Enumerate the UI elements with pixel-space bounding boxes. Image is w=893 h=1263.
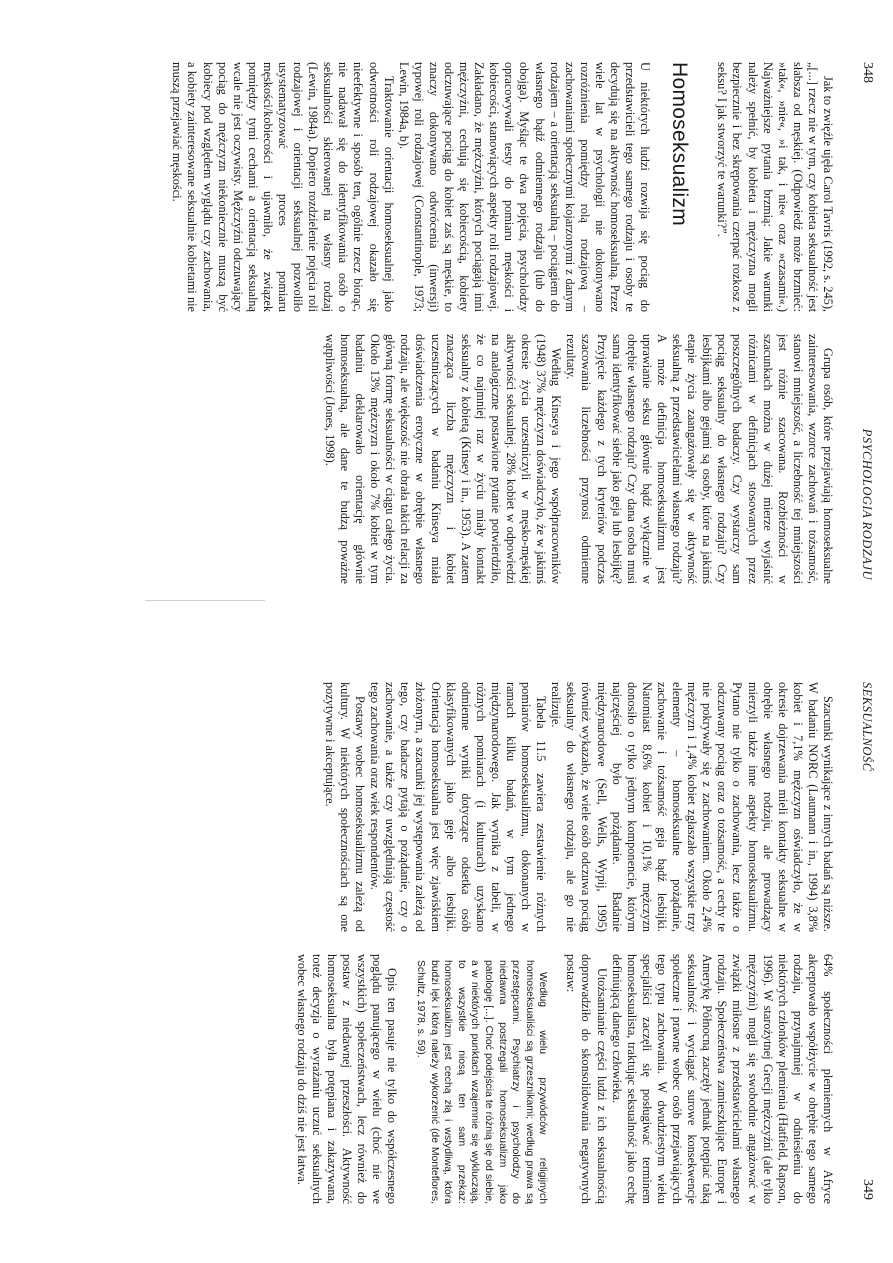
paragraph: Opis ten pasuje nie tylko do współczesnego poglądu panującego w wielu (choć nie we wszystkich) społeczeństwach, lecz również do postaw z niedawnej przeszłości. Aktywność homoseksualna była potępiana i zakazywana, toteż decyzja o wyrażaniu uczuć seksualnych wobec własnego rodzaju do dziś nie jest łatwa. bbox=[294, 954, 400, 1204]
column-right-2 bbox=[20, 954, 835, 1204]
paragraph: U niektórych ludzi rozwija się pociąg do przedstawicieli tego samego rodzaju i osoby te decydują się na aktywność homoseksualną. Przez wiele lat w psychologii nie dokonywano rozróżnienia pomiędzy rolą rodzajową – zachowaniami społecznymi kojarzonymi z danym rodzajem – a orientacją seksualną – pociągiem do własnego bądź odmiennego rodzaju (lub do obojga). Myśląc te dwa pojęcia, psycholodzy opracowywali testy do pomiaru męskości i kobiecości, stanowiących aspekty roli rodzajowej. Zakładano, że mężczyźni, których pociągają inni mężczyźni, cechują się kobiecością, kobiety odczuwające pociąg do kobiet zaś są męskie, to znaczy dokonywano odwrócenia (inwersji) typowej roli rodzajowej (Constantinople, 1973; Lewin, 1984a, b). bbox=[396, 62, 653, 312]
running-title: PSYCHOLOGIA RODZAJU bbox=[860, 428, 874, 580]
paragraph: Grupa osób, które przejawiają homoseksualne zainteresowania, wzorce zachowań i tożsamość, stanowi mniejszość, a liczebność tej mniejszości jest różnie szacowana. Rozbieżności w szacunkach można w dużej mierze wyjaśnić różnicami w definicjach stosowanych przez poszczególnych badaczy. Czy wystarczy sam pociąg seksualny do własnego rodzaju? Czy lesbijkami albo gejami są osoby, które na jakimś etapie życia zaangażowały się w aktywność seksualną z przedstawicielami własnego rodzaju? A może definicja homoseksualizmu jest uprawianie seksu głównie bądź wyłącznie w obrębie własnego rodzaju? Czy dana osoba musi sama identyfikować siebie jako geja lub lesbijkę? Przyjęcie każdego z tych kryteriów podczas szacowania liczebności przynosi odmienne rezultaty. bbox=[564, 334, 835, 584]
block-quote bbox=[413, 960, 549, 1204]
paragraph: Postawy wobec homoseksualizmu zależą od kultury. W niektórych społecznościach są one pozytywne i akceptujące. bbox=[322, 682, 368, 932]
scan-artifact bbox=[145, 600, 265, 601]
page-349 bbox=[0, 640, 893, 1240]
paragraph: Według Kinseya i jego współpracowników (1948) 37% mężczyzn doświadczyło, że w jakimś okresie życia uczestniczyli w męsko-męskiej aktywności seksualnej. 28% kobiet w odpowiedzi na analogiczne postawione pytanie potwierdziło, że co najmniej raz w życiu miały kontakt seksualny z kobietą (Kinsey i in., 1953). A zatem znacząca liczba mężczyzn i kobiet uczestniczących w badaniu Kinseya miała doświadczenia erotyczne w obrębie własnego rodzaju, ale większość nie obrała takich relacji za główną formę seksualności w ciągu całego życia. Około 13% mężczyzn i około 7% kobiet w tym badaniu deklarowało orientację głównie homoseksualną, ale dane te budzą poważne wątpliwości (Jones, 1998). bbox=[322, 334, 564, 584]
running-head-left bbox=[855, 62, 879, 580]
page-348 bbox=[0, 20, 893, 620]
paragraph: 64% społeczności plemiennych w Afryce akceptowało współżycie w obrębie tego samego rodzaju, przynajmniej w odniesieniu do niektórych członków plemienia (Hatfield, Rapson, 1996). W starożytnej Grecji mężczyźni (ale tylko mężczyźni) mogli się swobodnie angażować w związki miłosne z przedstawicielami własnego rodzaju. Społeczeństwa zamieszkujące Europę i Amerykę Północną zaczęły jednak potępiać taką seksualność i wyciągać surowe konsekwencje społeczne i prawne wobec osób przejawiających tego typu zachowania. W dwudziestym wieku specjaliści zaczęli się posługiwać terminem homoseksualista, traktując seksualność jako cechę definiującą danego człowieka. bbox=[609, 954, 835, 1204]
running-title: SEKSUALNOŚĆ bbox=[860, 682, 874, 772]
paragraph: Utożsamianie części ludzi z ich seksualnością doprowadziło do skonsolidowania negatywnych postaw: bbox=[564, 954, 609, 1204]
column-right-1 bbox=[20, 682, 835, 932]
paragraph: Traktowanie orientacji homoseksualnej jako odwrotności roli rodzajowej okazało się nieefektywne i sposób ten, ogólnie rzecz biorąc, nie nadawał się do identyfikowania osób o seksualności skierowanej na własny rodzaj (Lewin, 1984a). Dopiero rozdzielenie pojęcia roli rodzajowej i orientacji seksualnej pozwoliło usystematyzować proces pomiaru męskości/kobiecości i ujawniło, że związek pomiędzy tymi cechami a orientacją seksualną wcale nie jest oczywisty. Mężczyźni odczuwający pociąg do mężczyzn niekoniecznie muszą być kobiecy pod względem wyglądu czy zachowania, a kobiety zainteresowane seksualnie kobietami nie muszą przejawiać męskości. bbox=[170, 62, 396, 312]
running-head-right bbox=[855, 682, 879, 1200]
paragraph: Szacunki wynikające z innych badań są niższe. W badaniu NORC (Laumann i in., 1994) 3,8% kobiet i 7,1% mężczyzn oświadczyło, że w okresie dojrzewania mieli kontakty seksualne w obrębie własnego rodzaju, ale prowadzący mierzyli także inne aspekty homoseksualizmu. Pytano nie tylko o zachowania, lecz także o odczuwany pociąg oraz o tożsamość, a cechy te nie pokrywały się z zachowaniem. Około 2,4% mężczyzn i 1,4% kobiet zgłaszało wszystkie trzy elementy – homoseksualne pożądanie, zachowanie i tożsamość geja bądź lesbijki. Natomiast 8,6% kobiet i 10,1% mężczyzn donosiło o tylko jednym komponencie, którym najczęściej było pożądanie. Badanie międzynarodowe (Sell, Wells, Wypij, 1995) również wykazało, że wiele osób odczuwa pociąg seksualny do własnego rodzaju, ale go nie realizuje. bbox=[549, 682, 835, 932]
column-left-1 bbox=[20, 62, 835, 312]
quote-text: Według wielu przywódców religijnych homoseksualiści są grzesznikami; według prawa są przestępcami. Psychiatrzy i psycholodzy do niedawna postrzegali homoseksualizm jako patologię [...]. Choć podejścia te różnią się od siebie, a w niektórych punktach wzajemnie się wykluczają, to wszystkie niosą ten sam przekaz: homoseksualizm jest cechą złą i wstydliwą, która budzi lęk i którą należy wykorzenić (de Monteflores, Schultz, 1978, s. 59). bbox=[414, 960, 549, 1204]
section-heading: Homoseksualizm bbox=[668, 62, 692, 227]
intro-paragraph: Jak to zwięźle ujęła Carol Tavris (1992, s. 245), „[...] rzecz nie w tym, czy kobieta seksualność jest słabsza od męskiej. (Odpowiedź może brzmieć: »tak«, »nie«, »i tak, i nie« oraz »czasami«.) Najważniejsze pytania brzmią: Jakie warunki należy spełnić, by kobieta i mężczyzna mogli bezpiecznie i bez skrępowania czerpać rozkosz z seksu? I jak stworzyć te warunki?”. bbox=[715, 62, 835, 312]
paragraph: Tabela 11.5 zawiera zestawienie różnych pomiarów homoseksualizmu, dokonanych w ramach kilku badań, w tym jednego międzynarodowego. Jak wynika z tabeli, w różnych pomiarach (i kulturach) uzyskano odmienne wyniki dotyczące odsetka osób klasyfikowanych jako geje albo lesbijki. Orientacja homoseksualna jest więc zjawiskiem złożonym, a szacunki jej występowania zależą od tego, czy badacze pytają o pożądanie, czy o zachowanie, a także czy uwzględniają częstość tego zachowania oraz wiek respondentów. bbox=[368, 682, 549, 932]
page-number: 348 bbox=[860, 62, 875, 83]
page-number: 349 bbox=[860, 1179, 875, 1200]
column-left-2 bbox=[20, 334, 835, 584]
